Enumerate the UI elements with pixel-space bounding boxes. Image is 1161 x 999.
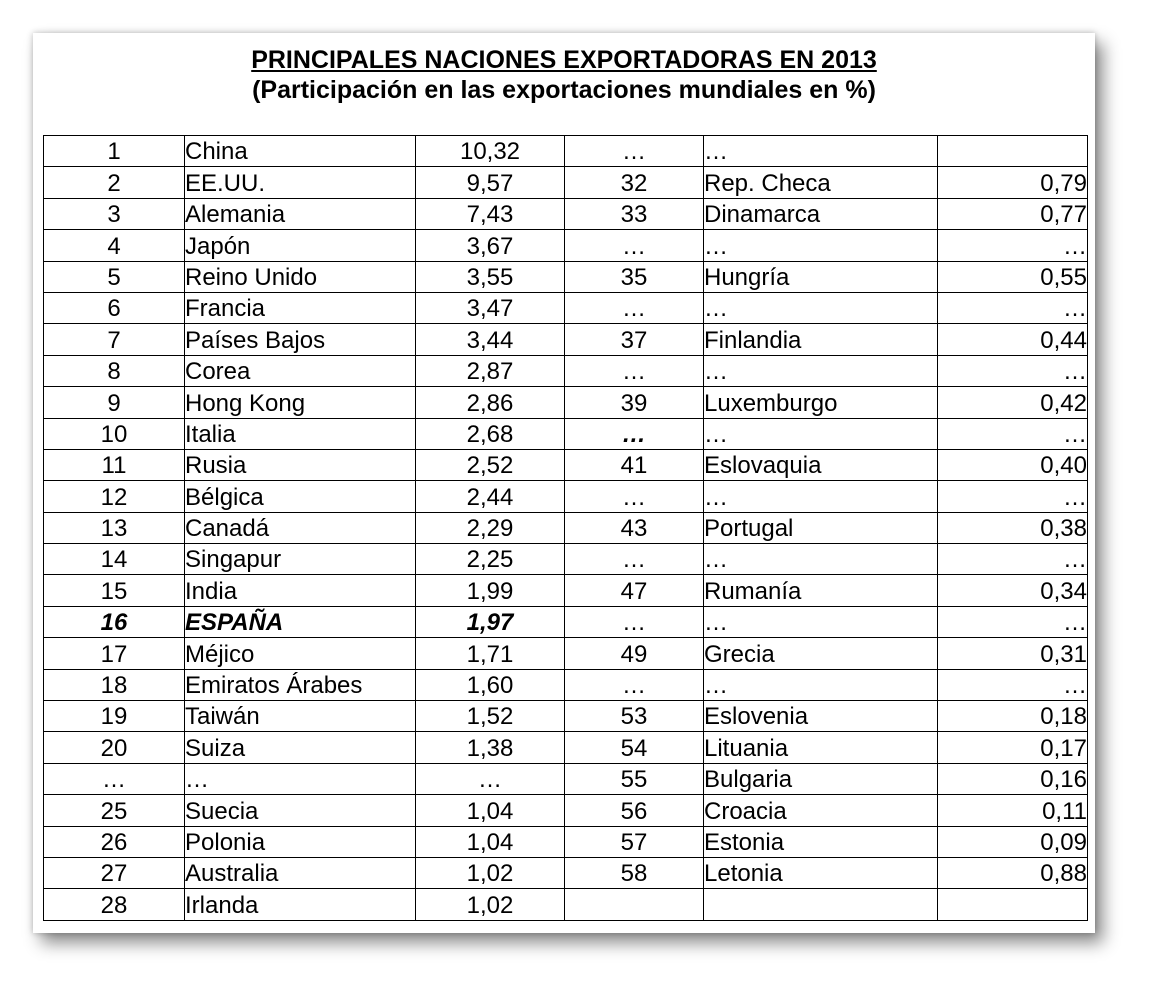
share-cell: 0,38 — [938, 512, 1088, 543]
rank-cell: 4 — [44, 230, 185, 261]
exporters-table-body — [44, 136, 1088, 921]
share-cell: 0,11 — [938, 795, 1088, 826]
rank-cell: 33 — [565, 198, 704, 229]
table-row — [44, 387, 1088, 418]
country-cell: … — [185, 763, 416, 794]
rank-cell: 12 — [44, 481, 185, 512]
table-row — [44, 544, 1088, 575]
country-cell: … — [704, 292, 938, 323]
rank-cell: 32 — [565, 167, 704, 198]
country-cell: Irlanda — [185, 889, 416, 920]
country-cell: EE.UU. — [185, 167, 416, 198]
rank-cell: 41 — [565, 449, 704, 480]
rank-cell: … — [44, 763, 185, 794]
country-cell: Hungría — [704, 261, 938, 292]
rank-cell: 25 — [44, 795, 185, 826]
country-cell: Rep. Checa — [704, 167, 938, 198]
share-cell: 1,60 — [416, 669, 565, 700]
country-cell: … — [704, 669, 938, 700]
rank-cell: 57 — [565, 826, 704, 857]
rank-cell: 54 — [565, 732, 704, 763]
share-cell: … — [938, 544, 1088, 575]
country-cell — [704, 889, 938, 920]
country-cell: Países Bajos — [185, 324, 416, 355]
rank-cell: 14 — [44, 544, 185, 575]
share-cell: 0,09 — [938, 826, 1088, 857]
rank-cell: 56 — [565, 795, 704, 826]
rank-cell: … — [565, 136, 704, 167]
share-cell: 0,16 — [938, 763, 1088, 794]
country-cell: Japón — [185, 230, 416, 261]
share-cell: … — [938, 669, 1088, 700]
rank-cell: 15 — [44, 575, 185, 606]
rank-cell: 11 — [44, 449, 185, 480]
share-cell: 0,42 — [938, 387, 1088, 418]
country-cell: Rumanía — [704, 575, 938, 606]
share-cell: 0,88 — [938, 857, 1088, 888]
rank-cell: 27 — [44, 857, 185, 888]
share-cell: 7,43 — [416, 198, 565, 229]
share-cell: 3,47 — [416, 292, 565, 323]
share-cell — [938, 136, 1088, 167]
table-row — [44, 418, 1088, 449]
share-cell: 2,29 — [416, 512, 565, 543]
table-row — [44, 198, 1088, 229]
country-cell: Grecia — [704, 638, 938, 669]
country-cell: Luxemburgo — [704, 387, 938, 418]
rank-cell: … — [565, 230, 704, 261]
country-cell: … — [704, 230, 938, 261]
table-row — [44, 167, 1088, 198]
country-cell: Italia — [185, 418, 416, 449]
country-cell: Canadá — [185, 512, 416, 543]
table-row — [44, 889, 1088, 920]
rank-cell: 18 — [44, 669, 185, 700]
rank-cell: 19 — [44, 701, 185, 732]
share-cell: 0,79 — [938, 167, 1088, 198]
share-cell: 1,38 — [416, 732, 565, 763]
country-cell: Eslovaquia — [704, 449, 938, 480]
table-row — [44, 136, 1088, 167]
share-cell: 1,02 — [416, 857, 565, 888]
country-cell: Eslovenia — [704, 701, 938, 732]
share-cell: 0,31 — [938, 638, 1088, 669]
rank-cell: … — [565, 544, 704, 575]
table-row — [44, 669, 1088, 700]
share-cell: 3,55 — [416, 261, 565, 292]
document-subtitle: (Participación en las exportaciones mundiales en %) — [252, 76, 876, 104]
share-cell: 1,02 — [416, 889, 565, 920]
country-cell: Lituania — [704, 732, 938, 763]
rank-cell: 5 — [44, 261, 185, 292]
share-cell: 3,44 — [416, 324, 565, 355]
country-cell: Bulgaria — [704, 763, 938, 794]
table-row — [44, 857, 1088, 888]
table-row — [44, 638, 1088, 669]
country-cell: … — [704, 136, 938, 167]
rank-cell: … — [565, 606, 704, 637]
table-row — [44, 292, 1088, 323]
country-cell: Méjico — [185, 638, 416, 669]
document-title: PRINCIPALES NACIONES EXPORTADORAS EN 2013 — [251, 46, 877, 74]
share-cell: 2,68 — [416, 418, 565, 449]
rank-cell: 17 — [44, 638, 185, 669]
share-cell: 0,18 — [938, 701, 1088, 732]
document-page — [33, 33, 1095, 933]
table-row — [44, 355, 1088, 386]
share-cell: 2,44 — [416, 481, 565, 512]
rank-cell: … — [565, 669, 704, 700]
country-cell: India — [185, 575, 416, 606]
table-row — [44, 575, 1088, 606]
country-cell: Suecia — [185, 795, 416, 826]
share-cell: … — [938, 230, 1088, 261]
share-cell: … — [938, 481, 1088, 512]
share-cell: 2,25 — [416, 544, 565, 575]
rank-cell: 9 — [44, 387, 185, 418]
country-cell: Australia — [185, 857, 416, 888]
share-cell: 1,04 — [416, 826, 565, 857]
table-row — [44, 701, 1088, 732]
country-cell: Finlandia — [704, 324, 938, 355]
share-cell: … — [938, 292, 1088, 323]
country-cell: … — [704, 544, 938, 575]
country-cell: Letonia — [704, 857, 938, 888]
country-cell: ESPAÑA — [185, 606, 416, 637]
table-row — [44, 763, 1088, 794]
rank-cell: 20 — [44, 732, 185, 763]
country-cell: Emiratos Árabes — [185, 669, 416, 700]
rank-cell: … — [565, 418, 704, 449]
rank-cell: … — [565, 355, 704, 386]
rank-cell: … — [565, 481, 704, 512]
country-cell: … — [704, 355, 938, 386]
rank-cell: 13 — [44, 512, 185, 543]
rank-cell: 8 — [44, 355, 185, 386]
rank-cell — [565, 889, 704, 920]
rank-cell: 35 — [565, 261, 704, 292]
share-cell: 0,34 — [938, 575, 1088, 606]
rank-cell: … — [565, 292, 704, 323]
rank-cell: 53 — [565, 701, 704, 732]
country-cell: Portugal — [704, 512, 938, 543]
country-cell: … — [704, 481, 938, 512]
share-cell: 1,71 — [416, 638, 565, 669]
country-cell: Dinamarca — [704, 198, 938, 229]
share-cell: 1,52 — [416, 701, 565, 732]
share-cell: 0,55 — [938, 261, 1088, 292]
country-cell: Singapur — [185, 544, 416, 575]
country-cell: China — [185, 136, 416, 167]
rank-cell: 58 — [565, 857, 704, 888]
country-cell: Bélgica — [185, 481, 416, 512]
table-row — [44, 230, 1088, 261]
share-cell: 1,97 — [416, 606, 565, 637]
country-cell: Rusia — [185, 449, 416, 480]
country-cell: Alemania — [185, 198, 416, 229]
table-row — [44, 261, 1088, 292]
table-row — [44, 795, 1088, 826]
country-cell: Taiwán — [185, 701, 416, 732]
share-cell: 0,40 — [938, 449, 1088, 480]
rank-cell: 55 — [565, 763, 704, 794]
rank-cell: 39 — [565, 387, 704, 418]
share-cell: 0,77 — [938, 198, 1088, 229]
share-cell — [938, 889, 1088, 920]
country-cell: Reino Unido — [185, 261, 416, 292]
share-cell: 1,04 — [416, 795, 565, 826]
table-row — [44, 512, 1088, 543]
share-cell: 2,87 — [416, 355, 565, 386]
country-cell: … — [704, 418, 938, 449]
rank-cell: 3 — [44, 198, 185, 229]
share-cell: … — [938, 606, 1088, 637]
rank-cell: 16 — [44, 606, 185, 637]
rank-cell: 43 — [565, 512, 704, 543]
table-row — [44, 826, 1088, 857]
share-cell: 0,44 — [938, 324, 1088, 355]
share-cell: … — [938, 418, 1088, 449]
share-cell: 2,52 — [416, 449, 565, 480]
share-cell: 0,17 — [938, 732, 1088, 763]
country-cell: Estonia — [704, 826, 938, 857]
rank-cell: 6 — [44, 292, 185, 323]
share-cell: 3,67 — [416, 230, 565, 261]
rank-cell: 37 — [565, 324, 704, 355]
table-row — [44, 324, 1088, 355]
rank-cell: 7 — [44, 324, 185, 355]
country-cell: Suiza — [185, 732, 416, 763]
rank-cell: 1 — [44, 136, 185, 167]
share-cell: 10,32 — [416, 136, 565, 167]
country-cell: Croacia — [704, 795, 938, 826]
document-header — [33, 45, 1095, 105]
country-cell: Hong Kong — [185, 387, 416, 418]
share-cell: 2,86 — [416, 387, 565, 418]
table-row — [44, 732, 1088, 763]
country-cell: Francia — [185, 292, 416, 323]
country-cell: … — [704, 606, 938, 637]
rank-cell: 47 — [565, 575, 704, 606]
share-cell: 1,99 — [416, 575, 565, 606]
exporters-table — [43, 135, 1088, 921]
table-row — [44, 481, 1088, 512]
table-row — [44, 606, 1088, 637]
rank-cell: 28 — [44, 889, 185, 920]
country-cell: Corea — [185, 355, 416, 386]
share-cell: … — [938, 355, 1088, 386]
rank-cell: 2 — [44, 167, 185, 198]
rank-cell: 10 — [44, 418, 185, 449]
country-cell: Polonia — [185, 826, 416, 857]
rank-cell: 26 — [44, 826, 185, 857]
rank-cell: 49 — [565, 638, 704, 669]
share-cell: … — [416, 763, 565, 794]
table-row — [44, 449, 1088, 480]
share-cell: 9,57 — [416, 167, 565, 198]
